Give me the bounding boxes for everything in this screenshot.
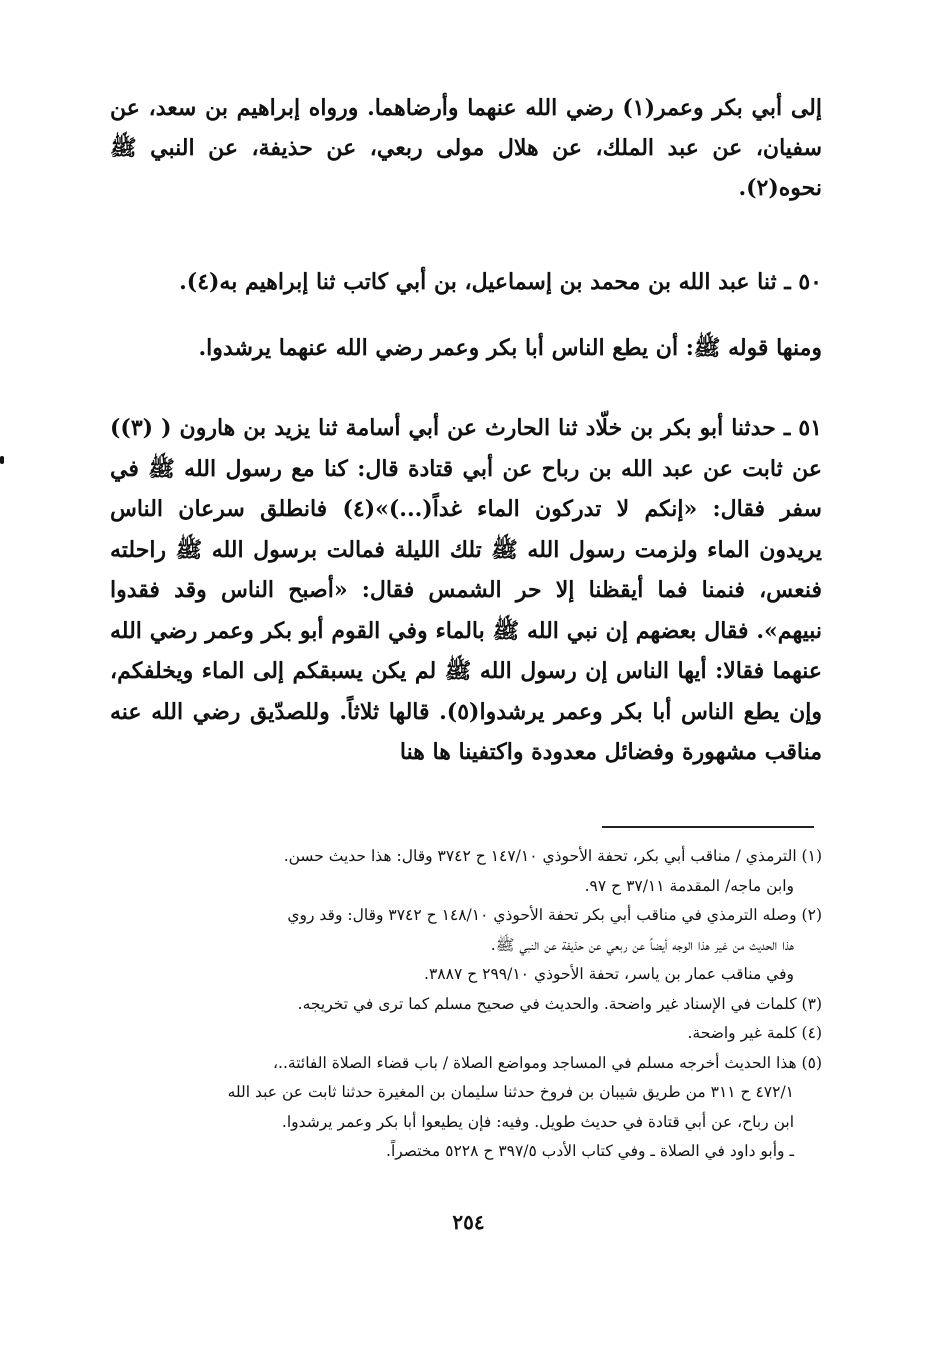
page-number: ٢٥٤ (452, 1210, 485, 1234)
paragraph-1: إلى أبي بكر وعمر(١) رضي الله عنهما وأرضاهما. ورواه إبراهيم بن سعد، عن سفيان، عن عبد الملك، عن هلال مولى ربعي، عن حذيفة، عن النبي ﷺ نحوه(٢). (110, 95, 822, 201)
footnote-line: وابن ماجه/ المقدمة ٣٧/١١ ح ٩٧. (584, 876, 794, 895)
footnote-divider (602, 826, 814, 828)
footnote-line: ابن رباح، عن أبي قتادة في حديث طويل. وفيه: فإن يطيعوا أبا بكر وعمر يرشدوا. (281, 1112, 794, 1131)
footnote-line: (٢) وصله الترمذي في مناقب أبي بكر تحفة الأحوذي ١٤٨/١٠ ح ٣٧٤٢ وقال: وقد روي (287, 906, 822, 924)
main-text (110, 88, 822, 773)
footnote-line: ـ وأبو داود في الصلاة ـ وفي كتاب الأدب ٣٩٧/٥ ح ٥٢٢٨ مختصراً. (386, 1142, 794, 1160)
margin-mark (0, 456, 4, 464)
footnote-line: (٤) كلمة غير واضحة. (687, 1024, 822, 1042)
footnotes (110, 842, 822, 1167)
footnote-line: (٣) كلمات في الإسناد غير واضحة. والحديث في صحيح مسلم كما ترى في تخريجه. (297, 994, 822, 1013)
hadith-50: ٥٠ ـ ثنا عبد الله بن محمد بن إسماعيل، بن أبي كاتب ثنا إبراهيم به(٤). (179, 269, 822, 295)
footnote-line: (١) الترمذي / مناقب أبي بكر، تحفة الأحوذي ١٤٧/١٠ ح ٣٧٤٢ وقال: هذا حديث حسن. (283, 847, 822, 865)
section-heading: ومنها قوله ﷺ: أن يطع الناس أبا بكر وعمر رضي الله عنهما يرشدوا. (198, 335, 822, 361)
footnote-line: ٤٧٢/١ ح ٣١١ من طريق شيبان بن فروخ حدثنا سليمان بن المغيرة حدثنا ثابت عن عبد الله (227, 1083, 794, 1101)
footnote-line: وفي مناقب عمار بن ياسر، تحفة الأحوذي ٢٩٩/١٠ ح ٣٨٨٧. (424, 965, 794, 983)
footnote-line: (٥) هذا الحديث أخرجه مسلم في المساجد ومواضع الصلاة / باب قضاء الصلاة الفائتة..، (273, 1053, 822, 1072)
hadith-51: ٥١ ـ حدثنا أبو بكر بن خلّاد ثنا الحارث عن أبي أسامة ثنا يزيد بن هارون ( (٣)) عن ثابت عن عبد الله بن رباح عن أبي قتادة قال: كنا مع رسول الله ﷺ في سفر فقال: «إنكم لا تدركون الماء غداً(...)»(٤) فانطلق سرعان الناس يريدون الماء ولزمت رسول الله ﷺ تلك الليلة فمالت برسول الله ﷺ راحلته فنعس، فنمنا فما أيقظنا إلا حر الشمس فقال: «أصبح الناس وقد فقدوا نبيهم». فقال بعضهم إن نبي الله ﷺ بالماء وفي القوم أبو بكر وعمر رضي الله عنهما فقالا: أيها الناس إن رسول الله ﷺ لم يكن يسبقكم إلى الماء ويخلفكم، وإن يطع الناس أبا بكر وعمر يرشدوا(٥). قالها ثلاثاً. وللصدّيق رضي الله عنه مناقب مشهورة وفضائل معدودة واكتفينا ها هنا (110, 415, 823, 765)
footnote-line: هذا الحديث من غير هذا الوجه أيضاً عن ربعي عن حذيفة عن النبي ﷺ. (490, 935, 794, 954)
